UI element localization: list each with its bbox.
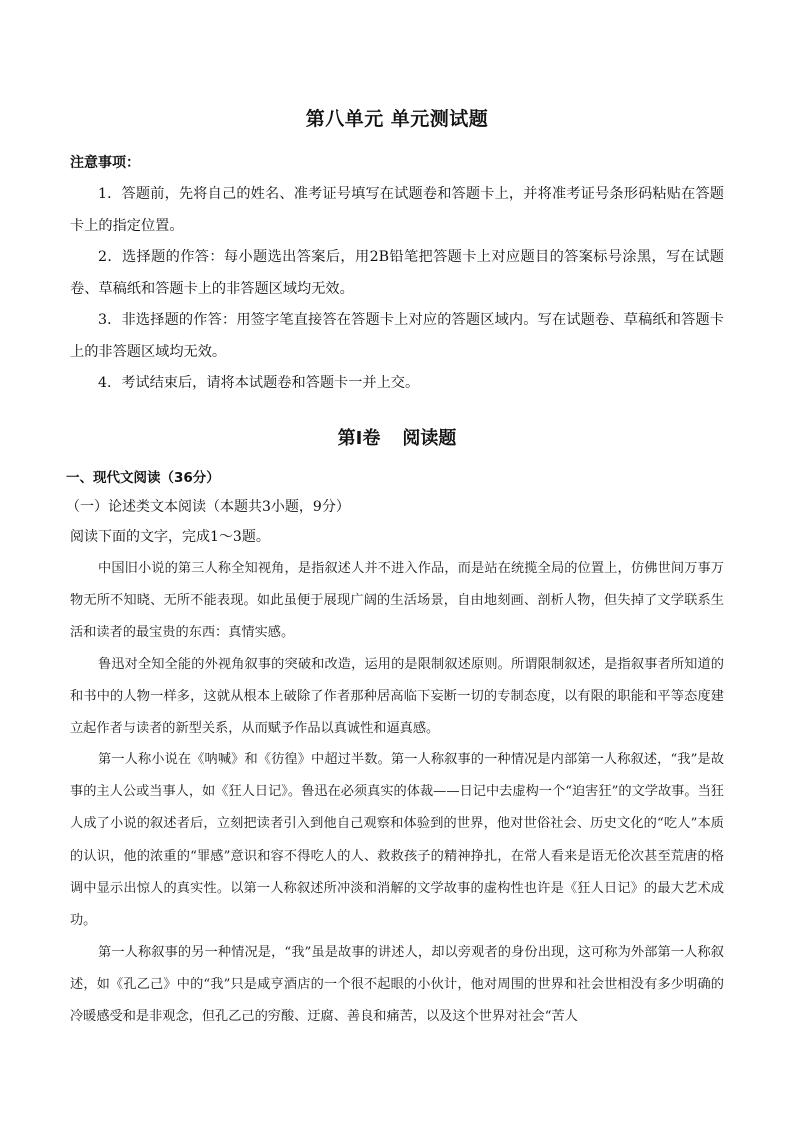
reading-paragraph-1: 中国旧小说的第三人称全知视角，是指叙述人并不进入作品，而是站在统揽全局的位置上，仿佛世间万事万物无所不知晓、无所不能表现。如此虽便于展现广阔的生活场景，自由地刻画、剖析人物，但失掉了文学联系生活和读者的最宝贵的东西：真情实感。 [70,561,724,641]
notice-item-1: 1．答题前，先将自己的姓名、准考证号填写在试题卷和答题卡上，并将准考证号条形码粘贴在答题卡上的指定位置。 [70,186,724,234]
notice-heading: 注意事项： [70,155,140,171]
notice-item-2: 2．选择题的作答：每小题选出答案后，用2B铅笔把答题卡上对应题目的答案标号涂黑，写在试题卷、草稿纸和答题卡上的非答题区域均无效。 [70,249,724,297]
reading-paragraph-4: 第一人称叙事的另一种情况是，“我”虽是故事的讲述人，却以旁观者的身份出现，这可称为外部第一人称叙述，如《孔乙己》中的“我”只是咸亨酒店的一个很不起眼的小伙计，他对周围的世界和社会世相没有多少明确的冷暖感受和是非观念，但孔乙己的穷酸、迂腐、善良和痛苦，以及这个世界对社会“苦人 [70,945,724,1025]
section-part-number: 第Ⅰ卷 [337,428,381,449]
page-title: 第八单元 单元测试题 [305,108,489,130]
instruction-text: 阅读下面的文字，完成1～3题。 [70,529,270,545]
notice-item-4: 4．考试结束后，请将本试题卷和答题卡一并上交。 [98,375,420,391]
notice-item-3: 3．非选择题的作答：用签字笔直接答在答题卡上对应的答题区域内。写在试题卷、草稿纸和答题卡上的非答题区域均无效。 [70,312,724,360]
sub-heading: （一）论述类文本阅读（本题共3小题，9分） [66,499,350,515]
section-part-name: 阅读题 [402,428,457,449]
section-title [0,424,794,450]
reading-paragraph-2: 鲁迅对全知全能的外视角叙事的突破和改造，运用的是限制叙述原则。所谓限制叙述，是指叙事者所知道的和书中的人物一样多，这就从根本上破除了作者那种居高临下妄断一切的专制态度，以有限的职能和平等态度建立起作者与读者的新型关系，从而赋予作品以真诚性和逼真感。 [70,657,724,737]
reading-paragraph-3: 第一人称小说在《呐喊》和《彷徨》中超过半数。第一人称叙事的一种情况是内部第一人称叙述，“我”是故事的主人公或当事人，如《狂人日记》。鲁迅在必须真实的体裁——日记中去虚构一个“迫害狂”的文学故事。当狂人成了小说的叙述者后，立刻把读者引入到他自己观察和体验到的世界，他对世俗社会、历史文化的“吃人”本质的认识，他的浓重的“罪感”意识和容不得吃人的人、救救孩子的精神挣扎，在常人看来是语无伦次甚至荒唐的格调中显示出惊人的真实性。以第一人称叙述所冲淡和消解的文学故事的虚构性也许是《狂人日记》的最大艺术成功。 [70,752,724,929]
part-heading: 一、现代文阅读（36分） [66,470,220,486]
